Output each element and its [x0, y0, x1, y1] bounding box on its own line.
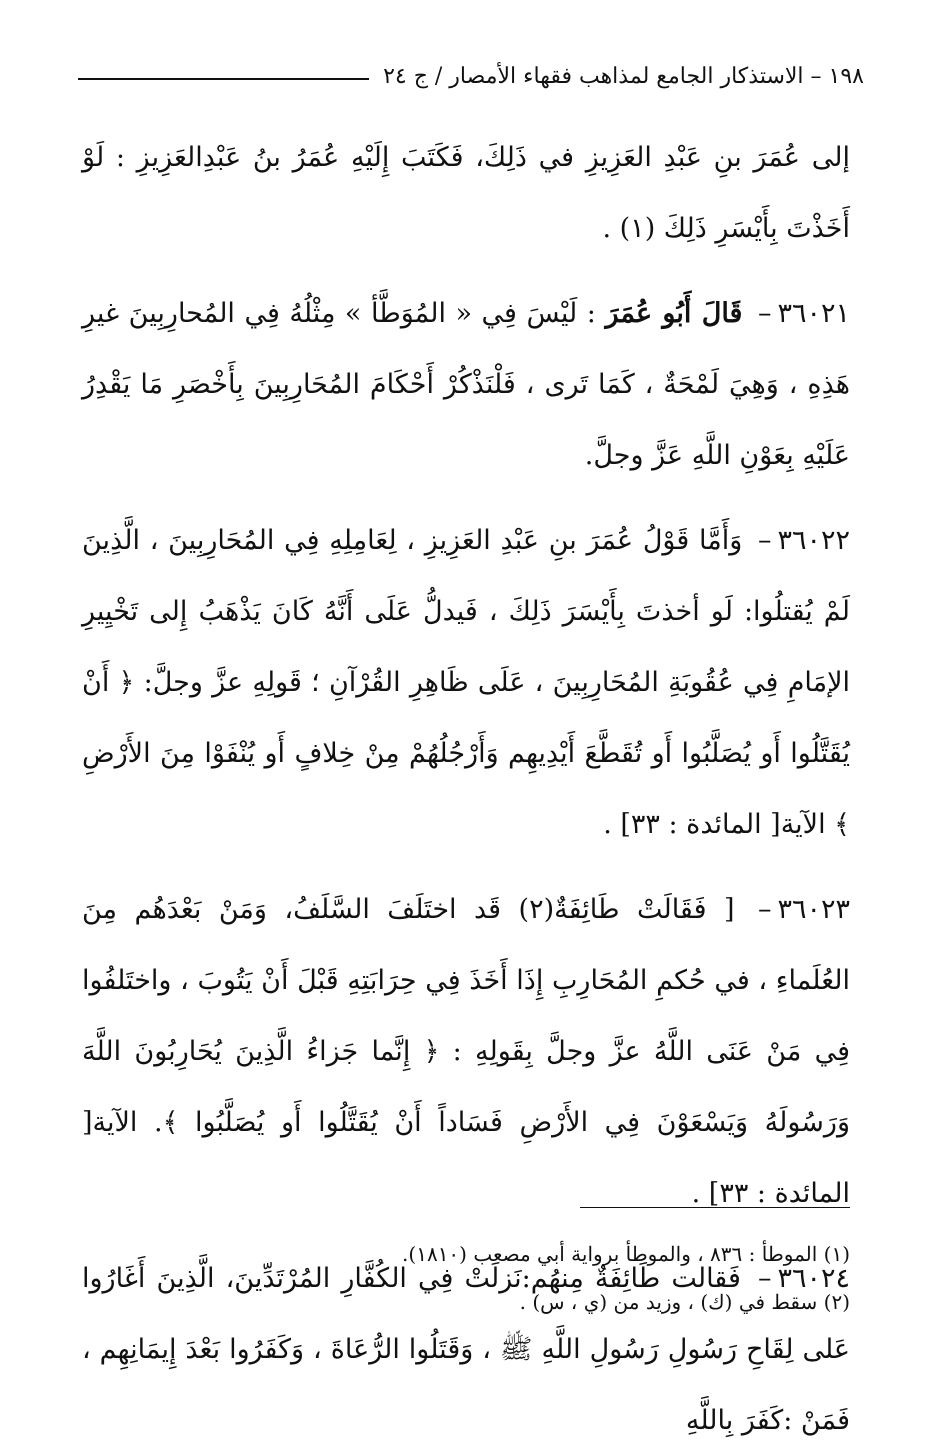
header-text: ١٩٨ – الاستذكار الجامع لمذاهب فقهاء الأمصار / ج ٢٤: [383, 63, 864, 89]
running-header: [78, 58, 864, 94]
footnote-rule: [580, 1207, 850, 1208]
header-rule: [78, 78, 369, 80]
footnote-1: (١) الموطأ : ٨٣٦ ، والموطأ برواية أبي مصعب (١٨١٠).: [402, 1242, 850, 1266]
paragraph-text: [ فَقَالَتْ طَائِفَةٌ(٢) قَد اختَلَفَ السَّلَفُ، وَمَنْ بَعْدَهُم مِنَ العُلَماءِ ، في حُكمِ المُحَارِبِ إِذَا أَخَذَ فِي حِرَابَتِهِ قَبْلَ أَنْ يَتُوبَ ، واختَلفُوا فِي مَنْ عَنَى اللَّهُ عزَّ وجلَّ بِقَولِهِ : ﴿ إِنَّما جَزاءُ الَّذِينَ يُحَارِبُونَ اللَّهَ وَرَسُولَهُ وَيَسْعَوْنَ فِي الأَرْضِ فَسَاداً أَنْ يُقَتَّلُوا أَو يُصَلَّبُوا ﴾. الآية[ المائدة : ٣٣] .: [82, 894, 851, 1209]
paragraph-36023: ٣٦٠٢٣– [ فَقَالَتْ طَائِفَةٌ(٢) قَد اختَلَفَ السَّلَفُ، وَمَنْ بَعْدَهُم مِنَ العُلَماءِ ، في حُكمِ المُحَارِبِ إِذَا أَخَذَ فِي حِرَابَتِهِ قَبْلَ أَنْ يَتُوبَ ، واختَلفُوا فِي مَنْ عَنَى اللَّهُ عزَّ وجلَّ بِقَولِهِ : ﴿ إِنَّما جَزاءُ الَّذِينَ يُحَارِبُونَ اللَّهَ وَرَسُولَهُ وَيَسْعَوْنَ فِي الأَرْضِ فَسَاداً أَنْ يُقَتَّلُوا أَو يُصَلَّبُوا ﴾. الآية[ المائدة : ٣٣] .: [82, 894, 851, 1209]
footnote-2: (٢) سقط في (ك) ، وزيد من (ي ، س) .: [519, 1290, 850, 1314]
paragraph-36024: ٣٦٠٢٤– فَقالت طَائِفَةٌ مِنهُم:نَزلَتْ فِي الكُفَّارِ المُرْتَدِّينَ، الَّذِينَ أَغَارُوا عَلى لِقَاحِ رَسُولِ رَسُولِ اللَّهِ ﷺ ، وَقَتَلُوا الرُّعَاةَ ، وَكَفَرُوا بَعْدَ إِيمَانِهِم ، فَمَنْ :كَفَرَ بِاللَّهِ: [82, 1263, 850, 1436]
paragraph-number: ٣٦٠٢٤: [777, 1263, 850, 1294]
paragraph-36022: ٣٦٠٢٢– وَأَمَّا قَوْلُ عُمَرَ بنِ عَبْدِ العَزِيزِ ، لِعَامِلِهِ فِي المُحَارِبِينَ ، الَّذِينَ لَمْ يُقتلُوا: لَو أخذتَ بِأَيْسَرَ ذَلِكَ ، فَيدلُّ عَلَى أَنَّهُ كَانَ يَذْهَبُ إِلى تَخْيِيرِ الإمَامِ فِي عُقُوبَةِ المُحَارِبِينَ ، عَلَى ظَاهِرِ القُرْآنِ ؛ قَولِهِ عزَّ وجلَّ: ﴿ أَنْ يُقَتَّلُوا أَو يُصَلَّبُوا أَو تُقَطَّعَ أَيْدِيهِم وَأَرْجُلُهُمْ مِنْ خِلافٍ أَو يُنْفَوْا مِنَ الأَرْضِ ﴾ الآية[ المائدة : ٣٣] .: [82, 525, 850, 840]
paragraph-text: فَقالت طَائِفَةٌ مِنهُم:نَزلَتْ فِي الكُفَّارِ المُرْتَدِّينَ، الَّذِينَ أَغَارُوا عَلى لِقَاحِ رَسُولِ رَسُولِ اللَّهِ ﷺ ، وَقَتَلُوا الرُّعَاةَ ، وَكَفَرُوا بَعْدَ إِيمَانِهِم ، فَمَنْ :كَفَرَ بِاللَّهِ: [82, 1263, 850, 1436]
paragraph-number: ٣٦٠٢١: [777, 298, 850, 329]
paragraph-lead: قَالَ أَبُو عُمَرَ: [605, 298, 743, 329]
paragraph-number: ٣٦٠٢٢: [777, 525, 850, 556]
paragraph-text: : لَيْسَ فِي « المُوَطَّأ » مِثْلُهُ فِي المُحارِبِينَ غيرِ هَذِهِ ، وَهِيَ لَمْحَةٌ ، كَمَا تَرى ، فَلْنَذْكُرْ أَحْكَامَ المُحَارِبِينَ بِأَخْصَرِ مَا يَقْدِرُ عَلَيْهِ بِعَوْنِ اللَّهِ عَزَّ وجلَّ.: [82, 298, 850, 471]
paragraph-number: ٣٦٠٢٣: [777, 894, 850, 925]
paragraph-36021: ٣٦٠٢١– قَالَ أَبُو عُمَرَ : لَيْسَ فِي « المُوَطَّأ » مِثْلُهُ فِي المُحارِبِينَ غيرِ هَذِهِ ، وَهِيَ لَمْحَةٌ ، كَمَا تَرى ، فَلْنَذْكُرْ أَحْكَامَ المُحَارِبِينَ بِأَخْصَرِ مَا يَقْدِرُ عَلَيْهِ بِعَوْنِ اللَّهِ عَزَّ وجلَّ.: [82, 298, 850, 471]
paragraph-text: وَأَمَّا قَوْلُ عُمَرَ بنِ عَبْدِ العَزِيزِ ، لِعَامِلِهِ فِي المُحَارِبِينَ ، الَّذِينَ لَمْ يُقتلُوا: لَو أخذتَ بِأَيْسَرَ ذَلِكَ ، فَيدلُّ عَلَى أَنَّهُ كَانَ يَذْهَبُ إِلى تَخْيِيرِ الإمَامِ فِي عُقُوبَةِ المُحَارِبِينَ ، عَلَى ظَاهِرِ القُرْآنِ ؛ قَولِهِ عزَّ وجلَّ: ﴿ أَنْ يُقَتَّلُوا أَو يُصَلَّبُوا أَو تُقَطَّعَ أَيْدِيهِم وَأَرْجُلُهُمْ مِنْ خِلافٍ أَو يُنْفَوْا مِنَ الأَرْضِ ﴾ الآية[ المائدة : ٣٣] .: [82, 525, 850, 840]
paragraph-text: إلى عُمَرَ بنِ عَبْدِ العَزِيزِ في ذَلِكَ، فَكَتَبَ إِلَيْهِ عُمَرُ بنُ عَبْدِالعَزِيزِ : لَوْ أَخَذْتَ بِأَيْسَرِ ذَلِكَ (١) .: [82, 142, 850, 244]
paragraph-continuation: [82, 122, 850, 264]
footnotes: [82, 1230, 850, 1326]
